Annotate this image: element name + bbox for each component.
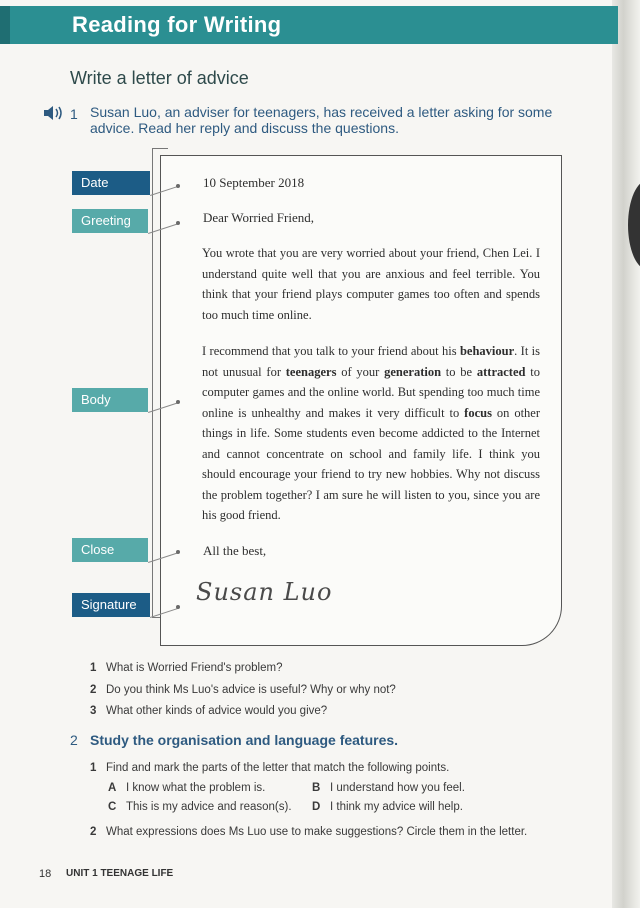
section-title: Reading for Writing	[72, 12, 282, 37]
task-instruction: Susan Luo, an adviser for teenagers, has received a letter asking for some advice. Read her reply and discuss the questions.	[90, 104, 553, 136]
unit-title: UNIT 1 TEENAGE LIFE	[66, 868, 174, 879]
item-text: What expressions does Ms Luo use to make suggestions? Circle them in the letter.	[106, 826, 528, 838]
letter-bracket	[152, 148, 154, 618]
question-number: 3	[90, 705, 97, 717]
key-vocabulary-word: teenagers	[285, 364, 337, 379]
handwritten-signature: Susan Luo	[196, 578, 333, 606]
option-letter: D	[312, 801, 321, 813]
option-c	[108, 801, 292, 813]
question-3	[90, 705, 327, 717]
task-2-item-2	[90, 826, 527, 838]
pointer-dot	[176, 184, 180, 188]
task-number: 1	[70, 106, 78, 122]
letter-date: 10 September 2018	[203, 175, 305, 190]
key-vocabulary-word: behaviour	[459, 344, 515, 358]
label-body: Body	[72, 388, 148, 412]
option-letter: C	[108, 801, 117, 813]
letter-greeting: Dear Worried Friend,	[203, 210, 314, 225]
banner-edge	[0, 6, 10, 44]
question-1	[90, 662, 282, 674]
label-greeting: Greeting	[72, 209, 148, 233]
question-number: 2	[90, 684, 97, 696]
page-number: 18	[39, 868, 52, 880]
option-d	[312, 801, 463, 813]
option-text: I know what the problem is.	[126, 782, 266, 794]
option-a	[108, 782, 265, 794]
question-text: What is Worried Friend's problem?	[106, 662, 283, 674]
task-2-item-1	[90, 762, 449, 774]
option-letter: A	[108, 782, 117, 794]
option-text: I think my advice will help.	[330, 801, 463, 813]
letter-text-segment: time online is unhealthy and makes it very difficult to	[202, 385, 540, 420]
letter-text-segment: to be	[441, 364, 477, 379]
task-2-title: Study the organisation and language features.	[90, 732, 399, 748]
key-vocabulary-word: attracted	[476, 364, 526, 379]
label-date: Date	[72, 171, 150, 195]
label-signature: Signature	[72, 593, 150, 617]
question-number: 1	[90, 662, 97, 674]
option-b	[312, 782, 465, 794]
letter-text-segment: to computer games and the online world. But spending too much	[202, 364, 540, 399]
letter-close: All the best,	[203, 543, 267, 558]
option-text: This is my advice and reason(s).	[126, 801, 292, 813]
item-number: 1	[90, 762, 97, 774]
pointer-dot	[176, 221, 180, 225]
pointer-dot	[176, 400, 180, 404]
pointer-dot	[176, 605, 180, 609]
letter-text-segment: . It is not unusual for	[202, 344, 540, 379]
option-text: I understand how you feel.	[330, 782, 465, 794]
letter-bracket-top	[152, 148, 168, 150]
letter-paragraph-2	[202, 341, 540, 526]
book-spine	[612, 0, 640, 908]
question-2	[90, 684, 396, 696]
task-2-number: 2	[70, 732, 78, 748]
letter-text-segment: of your	[336, 364, 385, 379]
letter-text-segment: on other things in life. Some students even become addicted to the Internet and cannot concentrate on school and family life. I think you should encourage your friend to try new hobbies. Why not discuss the problem together? I am sure he will listen to you, since you are his good friend.	[202, 405, 541, 522]
option-letter: B	[312, 782, 321, 794]
pointer-dot	[176, 550, 180, 554]
letter-text-segment: I recommend that you talk to your friend about his	[202, 344, 460, 358]
lesson-subtitle: Write a letter of advice	[70, 68, 249, 88]
speaker-icon[interactable]	[44, 106, 64, 124]
key-vocabulary-word: generation	[384, 364, 442, 379]
item-text: Find and mark the parts of the letter that match the following points.	[106, 762, 450, 774]
question-text: What other kinds of advice would you give?	[106, 705, 328, 717]
question-text: Do you think Ms Luo's advice is useful? Why or why not?	[106, 684, 396, 696]
label-close: Close	[72, 538, 148, 562]
key-vocabulary-word: focus	[464, 405, 492, 420]
item-number: 2	[90, 826, 97, 838]
letter-paragraph-1: You wrote that you are very worried about your friend, Chen Lei. I understand quite well that you are anxious and feel terrible. You think that your friend plays computer games too often and spends too much time online.	[202, 246, 540, 322]
